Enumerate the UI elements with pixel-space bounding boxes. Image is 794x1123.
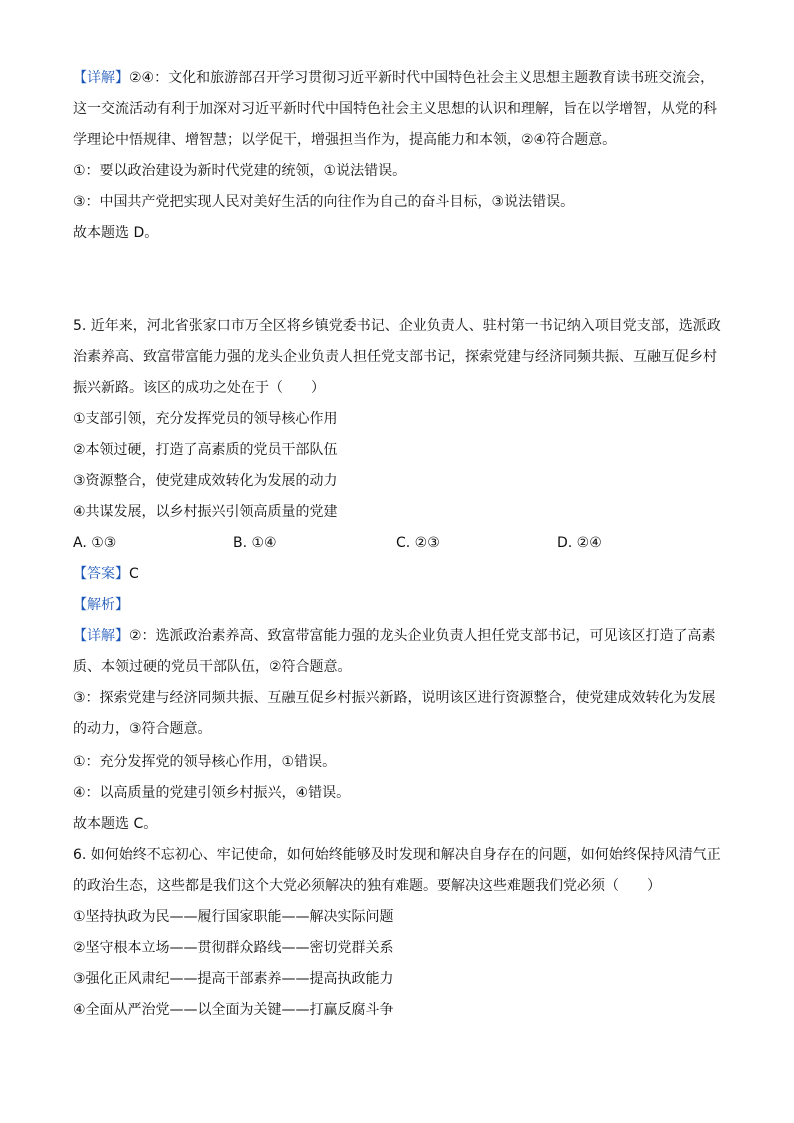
- q5-option-a: A. ①③: [73, 535, 117, 551]
- q6-stem-line-1: 6. 如何始终不忘初心、牢记使命，如何始终能够及时发现和解决自身存在的问题，如何始终保持风清气正: [73, 847, 721, 863]
- q5-analysis-heading: [73, 595, 723, 615]
- q5-answer: [73, 564, 723, 584]
- q5-detail-line-3: ③：探索党建与经济同频共振、互融互促乡村振兴新路，说明该区进行资源整合，使党建成效转化为发展: [73, 690, 716, 706]
- q6-item-4: ④全面从严治党——以全面为关键——打赢反腐斗争: [73, 1002, 394, 1018]
- q4-detail-line-1: 【详解】②④：文化和旅游部召开学习贯彻习近平新时代中国特色社会主义思想主题教育读书班交流会，: [73, 70, 715, 86]
- q5-item-3: ③资源整合，使党建成效转化为发展的动力: [73, 473, 338, 489]
- answer-value: C: [129, 566, 139, 582]
- q6-item-2: ②坚守根本立场——贯彻群众路线——密切党群关系: [73, 940, 394, 956]
- q5-note-4: ④：以高质量的党建引领乡村振兴，④错误。: [73, 785, 351, 801]
- q5-item-1: ①支部引领，充分发挥党员的领导核心作用: [73, 411, 338, 427]
- q5-conclusion: 故本题选 C。: [73, 816, 158, 832]
- q5-stem-line-2: 治素养高、致富带富能力强的龙头企业负责人担任党支部书记，探索党建与经济同频共振、互融互促乡村: [73, 349, 717, 365]
- q5-detail-line-4: 的动力，③符合题意。: [73, 721, 212, 737]
- q5-detail-line-2: 质、本领过硬的党员干部队伍，②符合题意。: [73, 659, 352, 675]
- detail-tag: 【详解】: [73, 70, 129, 86]
- q6-stem-line-2: 的政治生态，这些都是我们这个大党必须解决的独有难题。要解决这些难题我们党必须（ ）: [73, 878, 661, 894]
- q4-note-3: ③：中国共产党把实现人民对美好生活的向往作为自己的奋斗目标，③说法错误。: [73, 194, 575, 210]
- analysis-tag: 【解析】: [73, 597, 129, 613]
- q4-conclusion: 故本题选 D。: [73, 225, 159, 241]
- q5-item-2: ②本领过硬，打造了高素质的党员干部队伍: [73, 442, 338, 458]
- q6-item-3: ③强化正风肃纪——提高干部素养——提高执政能力: [73, 971, 394, 987]
- q5-detail-line-1: 【详解】②：选派政治素养高、致富带富能力强的龙头企业负责人担任党支部书记，可见该区打造了高素: [73, 628, 716, 644]
- q5-option-c: C. ②③: [396, 535, 440, 551]
- q4-note-1: ①：要以政治建设为新时代党建的统领，①说法错误。: [73, 163, 407, 179]
- q5-note-1: ①：充分发挥党的领导核心作用，①错误。: [73, 754, 337, 770]
- q5-stem-line-1: 5. 近年来，河北省张家口市万全区将乡镇党委书记、企业负责人、驻村第一书记纳入项目党支部，选派政: [73, 318, 721, 334]
- q5-stem-line-3: 振兴新路。该区的成功之处在于（ ）: [73, 380, 325, 396]
- q5-option-b: B. ①④: [233, 535, 277, 551]
- q5-option-d: D. ②④: [557, 535, 602, 551]
- q4-detail-line-2: 这一交流活动有利于加深对习近平新时代中国特色社会主义思想的认识和理解，旨在以学增智，从党的科: [73, 101, 717, 117]
- q5-item-4: ④共谋发展，以乡村振兴引领高质量的党建: [73, 504, 338, 520]
- answer-tag: 【答案】: [73, 566, 129, 582]
- q6-item-1: ①坚持执政为民——履行国家职能——解决实际问题: [73, 909, 394, 925]
- detail-tag: 【详解】: [73, 628, 129, 644]
- q4-detail-line-3: 学理论中悟规律、增智慧；以学促干，增强担当作为，提高能力和本领，②④符合题意。: [73, 132, 617, 148]
